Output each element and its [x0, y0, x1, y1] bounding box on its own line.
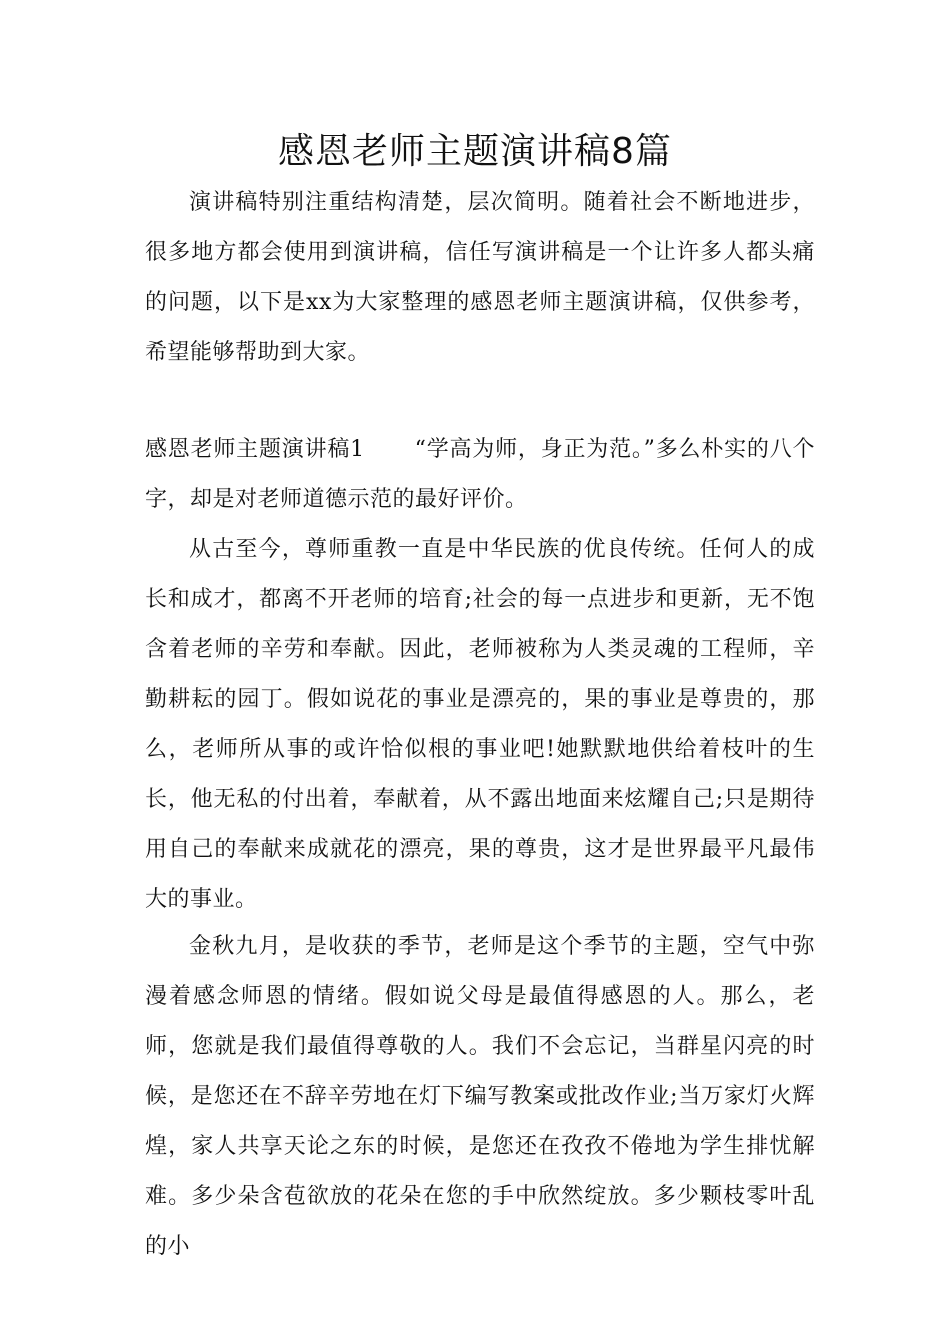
intro-paragraph: 演讲稿特别注重结构清楚，层次简明。随着社会不断地进步，很多地方都会使用到演讲稿，信任写演讲稿是一个让许多人都头痛的问题，以下是xx为大家整理的感恩老师主题演讲稿，仅供参考，希望能够帮助到大家。	[145, 190, 815, 365]
document-title: 感恩老师主题演讲稿8篇	[278, 131, 672, 172]
section-1	[145, 425, 815, 525]
body-paragraph-1: 从古至今，尊师重教一直是中华民族的优良传统。任何人的成长和成才，都离不开老师的培育;社会的每一点进步和更新，无不饱含着老师的辛劳和奉献。因此，老师被称为人类灵魂的工程师，辛勤耕耘的园丁。假如说花的事业是漂亮的，果的事业是尊贵的，那么，老师所从事的或许恰似根的事业吧!她默默地供给着枝叶的生长，他无私的付出着，奉献着，从不露出地面来炫耀自己;只是期待用自己的奉献来成就花的漂亮，果的尊贵，这才是世界最平凡最伟大的事业。	[145, 537, 815, 912]
section-1-lead: “学高为师，身正为范。”多么朴实的八个字，却是对老师道德示范的最好评价。	[145, 437, 816, 512]
section-1-heading: 感恩老师主题演讲稿1	[145, 437, 365, 462]
body-paragraph-2: 金秋九月，是收获的季节，老师是这个季节的主题，空气中弥漫着感念师恩的情绪。假如说父母是最值得感恩的人。那么，老师，您就是我们最值得尊敬的人。我们不会忘记，当群星闪亮的时候，是您还在不辞辛劳地在灯下编写教案或批改作业;当万家灯火辉煌，家人共享天论之东的时候，是您还在孜孜不倦地为学生排忧解难。多少朵含苞欲放的花朵在您的手中欣然绽放。多少颗枝零叶乱的小	[145, 934, 815, 1259]
